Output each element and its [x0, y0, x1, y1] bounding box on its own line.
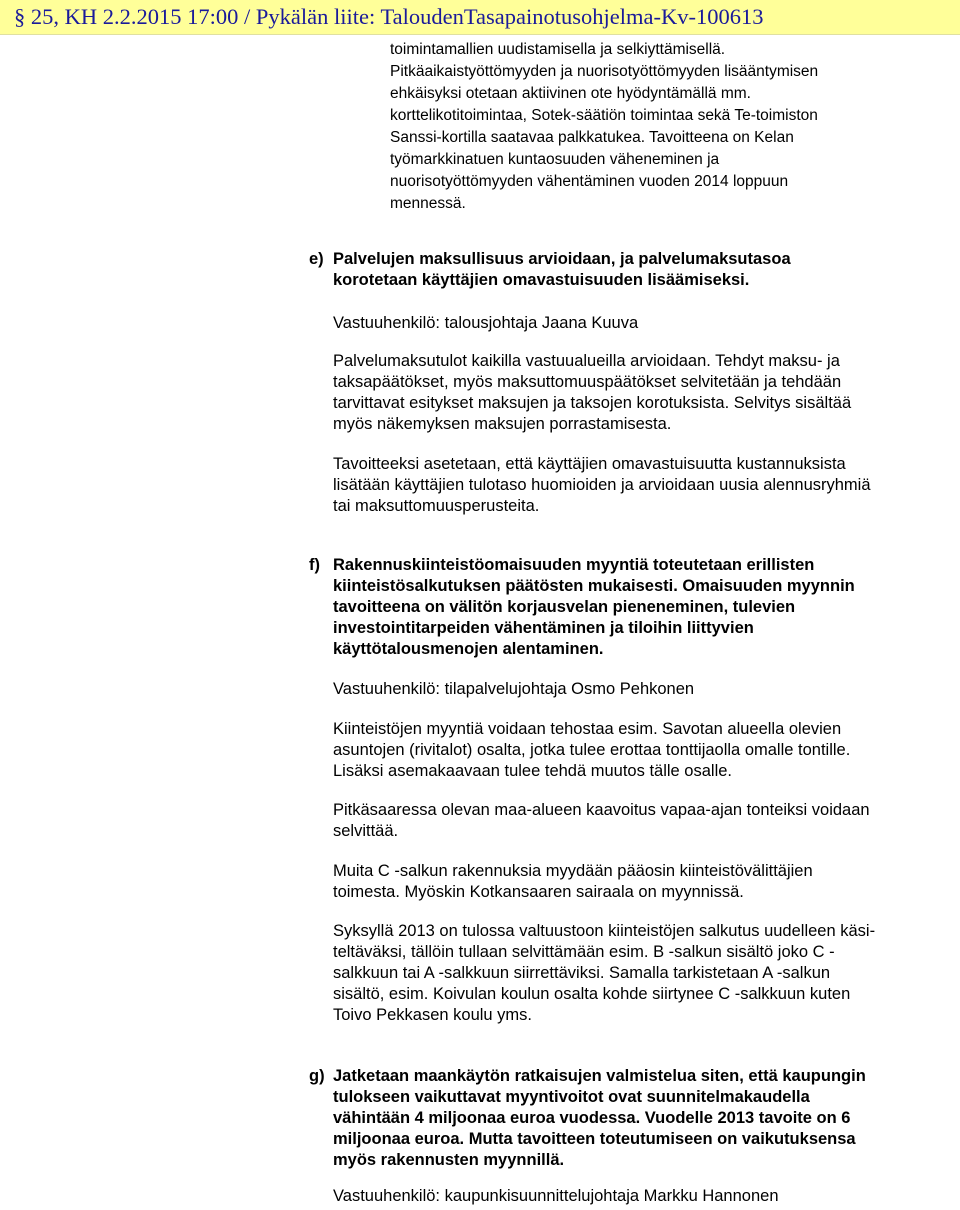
- paragraph-line: sisältö, esim. Koivulan koulun osalta kohde siirtynee C -salkkuun kuten: [333, 985, 851, 1003]
- paragraph-line: teltäväksi, tällöin tullaan selvittämään esim. B -salkun sisältö joko C -: [333, 943, 835, 961]
- heading-line: tavoitteena on välitön korjausvelan pieneneminen, tulevien: [333, 598, 796, 616]
- heading-line: myös rakennusten myynnillä.: [333, 1151, 565, 1169]
- paragraph-line: lisätään käyttäjien tulotaso huomioiden ja arvioidaan uusia alennusryhmiä: [333, 476, 871, 494]
- paragraph-line: taksapäätökset, myös maksuttomuuspäätökset selvitetään ja tehdään: [333, 373, 842, 391]
- section-e-paragraph-1: [333, 351, 851, 435]
- heading-line: kiinteistösalkutuksen päätösten mukaisesti. Omaisuuden myynnin: [333, 577, 855, 595]
- heading-line: käyttötalousmenojen alentaminen.: [333, 640, 604, 658]
- section-f-paragraph-2: [333, 800, 870, 842]
- paragraph-line: Muita C -salkun rakennuksia myydään pääosin kiinteistövälittäjien: [333, 862, 813, 880]
- intro-paragraph: [390, 39, 818, 215]
- intro-line: Pitkäaikaistyöttömyyden ja nuorisotyöttömyyden lisääntymisen: [390, 63, 819, 80]
- heading-line: Palvelujen maksullisuus arvioidaan, ja palvelumaksutasoa: [333, 250, 791, 268]
- paragraph-line: Tavoitteeksi asetetaan, että käyttäjien omavastuisuutta kustannuksista: [333, 455, 846, 473]
- heading-line: Rakennuskiinteistöomaisuuden myyntiä toteutetaan erillisten: [333, 556, 815, 574]
- intro-line: Sanssi-kortilla saatavaa palkkatukea. Tavoitteena on Kelan: [390, 129, 794, 146]
- heading-line: Jatketaan maankäytön ratkaisujen valmistelua siten, että kaupungin: [333, 1067, 866, 1085]
- section-f-responsible: Vastuuhenkilö: tilapalvelujohtaja Osmo Pehkonen: [333, 680, 695, 698]
- intro-line: ehkäisyksi otetaan aktiivinen ote hyödyntämällä mm.: [390, 85, 751, 102]
- paragraph-line: myös näkemyksen maksujen porrastamisesta.: [333, 415, 672, 433]
- section-e-heading: [333, 249, 791, 291]
- paragraph-line: Palvelumaksutulot kaikilla vastuualueilla arvioidaan. Tehdyt maksu- ja: [333, 352, 840, 370]
- section-g-heading: [333, 1066, 866, 1171]
- intro-line: toimintamallien uudistamisella ja selkiyttämisellä.: [390, 41, 726, 58]
- section-g-responsible: Vastuuhenkilö: kaupunkisuunnittelujohtaja Markku Hannonen: [333, 1187, 779, 1205]
- paragraph-line: Syksyllä 2013 on tulossa valtuustoon kiinteistöjen salkutus uudelleen käsi-: [333, 922, 876, 940]
- section-g-label: g): [309, 1067, 325, 1085]
- intro-line: nuorisotyöttömyyden vähentäminen vuoden 2014 loppuun: [390, 173, 789, 190]
- section-f-paragraph-1: [333, 719, 850, 782]
- paragraph-line: Lisäksi asemakaavaan tulee tehdä muutos tälle osalle.: [333, 762, 732, 780]
- heading-line: vähintään 4 miljoonaa euroa vuodessa. Vuodelle 2013 tavoite on 6: [333, 1109, 851, 1127]
- heading-line: miljoonaa euroa. Mutta tavoitteen toteutumiseen on vaikutuksensa: [333, 1130, 856, 1148]
- paragraph-line: Kiinteistöjen myyntiä voidaan tehostaa esim. Savotan alueella olevien: [333, 720, 842, 738]
- paragraph-line: selvittää.: [333, 822, 399, 840]
- section-e-label: e): [309, 250, 324, 268]
- paragraph-line: salkkuun tai A -salkkuun siirrettäviksi. Samalla tarkistetaan A -salkun: [333, 964, 831, 982]
- section-f-heading: [333, 555, 855, 660]
- paragraph-line: toimesta. Myöskin Kotkansaaren sairaala on myynnissä.: [333, 883, 744, 901]
- intro-line: työmarkkinatuen kuntaosuuden väheneminen ja: [390, 151, 720, 168]
- page-header-bar: [0, 0, 960, 35]
- heading-line: investointitarpeiden vähentäminen ja tiloihin liittyvien: [333, 619, 754, 637]
- intro-line: mennessä.: [390, 195, 466, 212]
- paragraph-line: tarvittavat esitykset maksujen ja taksojen korotuksista. Selvitys sisältää: [333, 394, 852, 412]
- paragraph-line: Toivo Pekkasen koulu yms.: [333, 1006, 533, 1024]
- paragraph-line: Pitkäsaaressa olevan maa-alueen kaavoitus vapaa-ajan tonteiksi voidaan: [333, 801, 870, 819]
- section-f-paragraph-3: [333, 861, 813, 903]
- section-e-responsible: Vastuuhenkilö: talousjohtaja Jaana Kuuva: [333, 314, 639, 332]
- heading-line: korotetaan käyttäjien omavastuisuuden lisäämiseksi.: [333, 271, 750, 289]
- paragraph-line: tai maksuttomuusperusteita.: [333, 497, 540, 515]
- paragraph-line: asuntojen (rivitalot) osalta, jotka tulee erottaa tonttijaolla omalle tontille.: [333, 741, 851, 759]
- section-e-paragraph-2: [333, 454, 871, 517]
- page-header-title: § 25, KH 2.2.2015 17:00 / Pykälän liite: TaloudenTasapainotusohjelma-Kv-100613: [14, 4, 764, 29]
- section-f-label: f): [309, 556, 320, 574]
- intro-line: korttelikotitoimintaa, Sotek-säätiön toimintaa sekä Te-toimiston: [390, 107, 818, 124]
- section-f-paragraph-4: [333, 921, 875, 1026]
- heading-line: tulokseen vaikuttavat myyntivoitot ovat suunnitelmakaudella: [333, 1088, 810, 1106]
